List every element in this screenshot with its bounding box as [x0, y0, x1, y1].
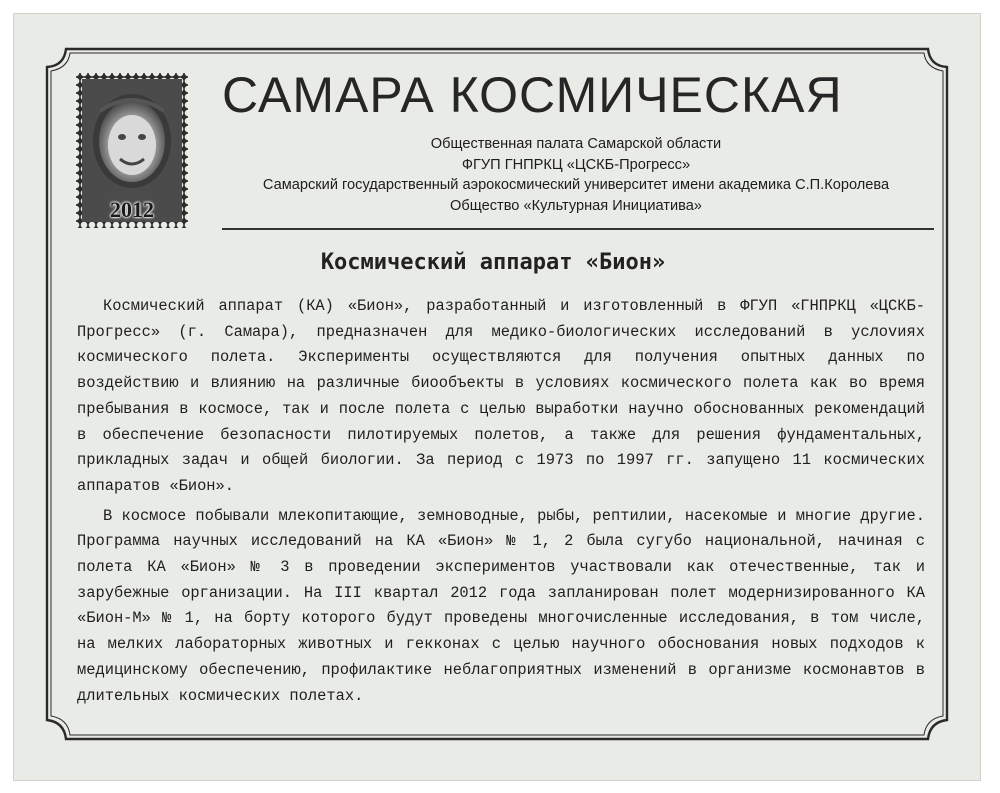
- organization-line: ФГУП ГНПРКЦ «ЦСКБ-Прогресс»: [461, 156, 691, 173]
- article-paragraph: В космосе побывали млекопитающие, земноводные, рыбы, рептилии, насекомые и многие другие. Программа научных исследований на КА «Бион» № 1, 2 была сугубо национальной, начиная с полета КА «Бион» № 3 в проведении экспериментов участвовали как отечественные, так и зарубежные организации. На III квартал 2012 года запланирован полет модернизированного КА «Бион-М» № 1, на борту которого будут проведены многочисленные исследования, в том числе, на мелких лабораторных животных и гекконах с целью научного обоснования новых подходов к медицинскому обеспечению, профилактике неблагоприятных изменений в организме космонавтов в длительных космических полетах.: [77, 506, 925, 705]
- page-title: САМАРА КОСМИЧЕСКАЯ: [222, 67, 843, 123]
- organization-line: Общество «Культурная Инициатива»: [450, 197, 702, 214]
- stamp-year: 2012: [110, 197, 154, 222]
- article-body: [77, 294, 925, 713]
- article-paragraph: Космический аппарат (КА) «Бион», разработанный и изготовленный в ФГУП «ГНПРКЦ «ЦСКБ-Прогресс» (г. Самара), предназначен для медико-биологических исследований в услоvиях космического полета. Эксперименты осуществляются для получения опытных данных по воздействию и влиянию на различные биообъекты в условиях космического полета как во время пребывания в космосе, так и после полета с целью выработки научно обоснованных рекомендаций в обеспечение безопасности пилотируемых полетов, а также для решения фундаментальных, прикладных задач и общей биологии. За период с 1973 по 1997 гг. запущено 11 космических аппаратов «Бион».: [77, 297, 925, 495]
- organization-line: Общественная палата Самарской области: [430, 136, 722, 152]
- organizations-list: [220, 134, 932, 216]
- organization-line: Самарский государственный аэрокосмический университет имени академика С.П.Королева: [262, 177, 890, 193]
- header-divider: [222, 228, 934, 230]
- article-heading: Космический аппарат «Бион»: [320, 250, 666, 275]
